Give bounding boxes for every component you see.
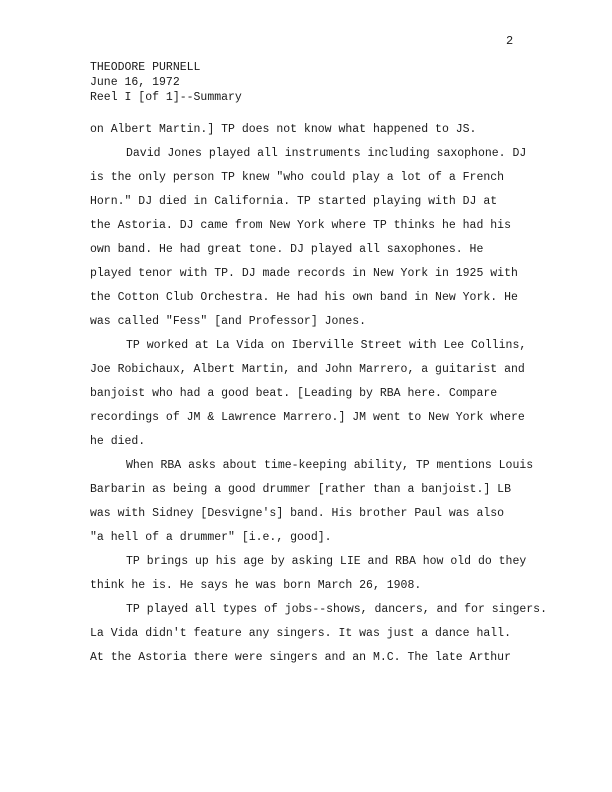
- summary-body: [90, 118, 560, 670]
- summary-line: think he is. He says he was born March 26, 1908.: [90, 579, 422, 592]
- summary-line: TP worked at La Vida on Iberville Street with Lee Collins,: [126, 339, 527, 352]
- reel-info: Reel I [of 1]--Summary: [90, 91, 242, 104]
- summary-line: was called "Fess" [and Professor] Jones.: [90, 315, 367, 328]
- summary-line: the Astoria. DJ came from New York where TP thinks he had his: [90, 219, 511, 232]
- summary-line: Joe Robichaux, Albert Martin, and John Marrero, a guitarist and: [90, 363, 525, 376]
- summary-line: the Cotton Club Orchestra. He had his own band in New York. He: [90, 291, 518, 304]
- summary-line: At the Astoria there were singers and an M.C. The late Arthur: [90, 651, 511, 664]
- document-header: [90, 60, 242, 105]
- summary-line: was with Sidney [Desvigne's] band. His brother Paul was also: [90, 507, 505, 520]
- summary-line: David Jones played all instruments including saxophone. DJ: [126, 147, 527, 160]
- interview-date: June 16, 1972: [90, 76, 180, 89]
- summary-line: recordings of JM & Lawrence Marrero.] JM went to New York where: [90, 411, 525, 424]
- summary-line: Horn." DJ died in California. TP started playing with DJ at: [90, 195, 498, 208]
- summary-line: When RBA asks about time-keeping ability, TP mentions Louis: [126, 459, 534, 472]
- summary-line: played tenor with TP. DJ made records in New York in 1925 with: [90, 267, 518, 280]
- page-number: 2: [506, 34, 514, 48]
- summary-line: La Vida didn't feature any singers. It was just a dance hall.: [90, 627, 511, 640]
- summary-line: is the only person TP knew "who could play a lot of a French: [90, 171, 505, 184]
- summary-line: TP brings up his age by asking LIE and RBA how old do they: [126, 555, 527, 568]
- summary-line: "a hell of a drummer" [i.e., good].: [90, 531, 332, 544]
- summary-line: banjoist who had a good beat. [Leading by RBA here. Compare: [90, 387, 498, 400]
- summary-line: Barbarin as being a good drummer [rather than a banjoist.] LB: [90, 483, 511, 496]
- interviewee-name: THEODORE PURNELL: [90, 61, 201, 74]
- summary-line: TP played all types of jobs--shows, dancers, and for singers.: [126, 603, 547, 616]
- summary-line: own band. He had great tone. DJ played all saxophones. He: [90, 243, 484, 256]
- summary-line: he died.: [90, 435, 146, 448]
- summary-line: on Albert Martin.] TP does not know what happened to JS.: [90, 123, 477, 136]
